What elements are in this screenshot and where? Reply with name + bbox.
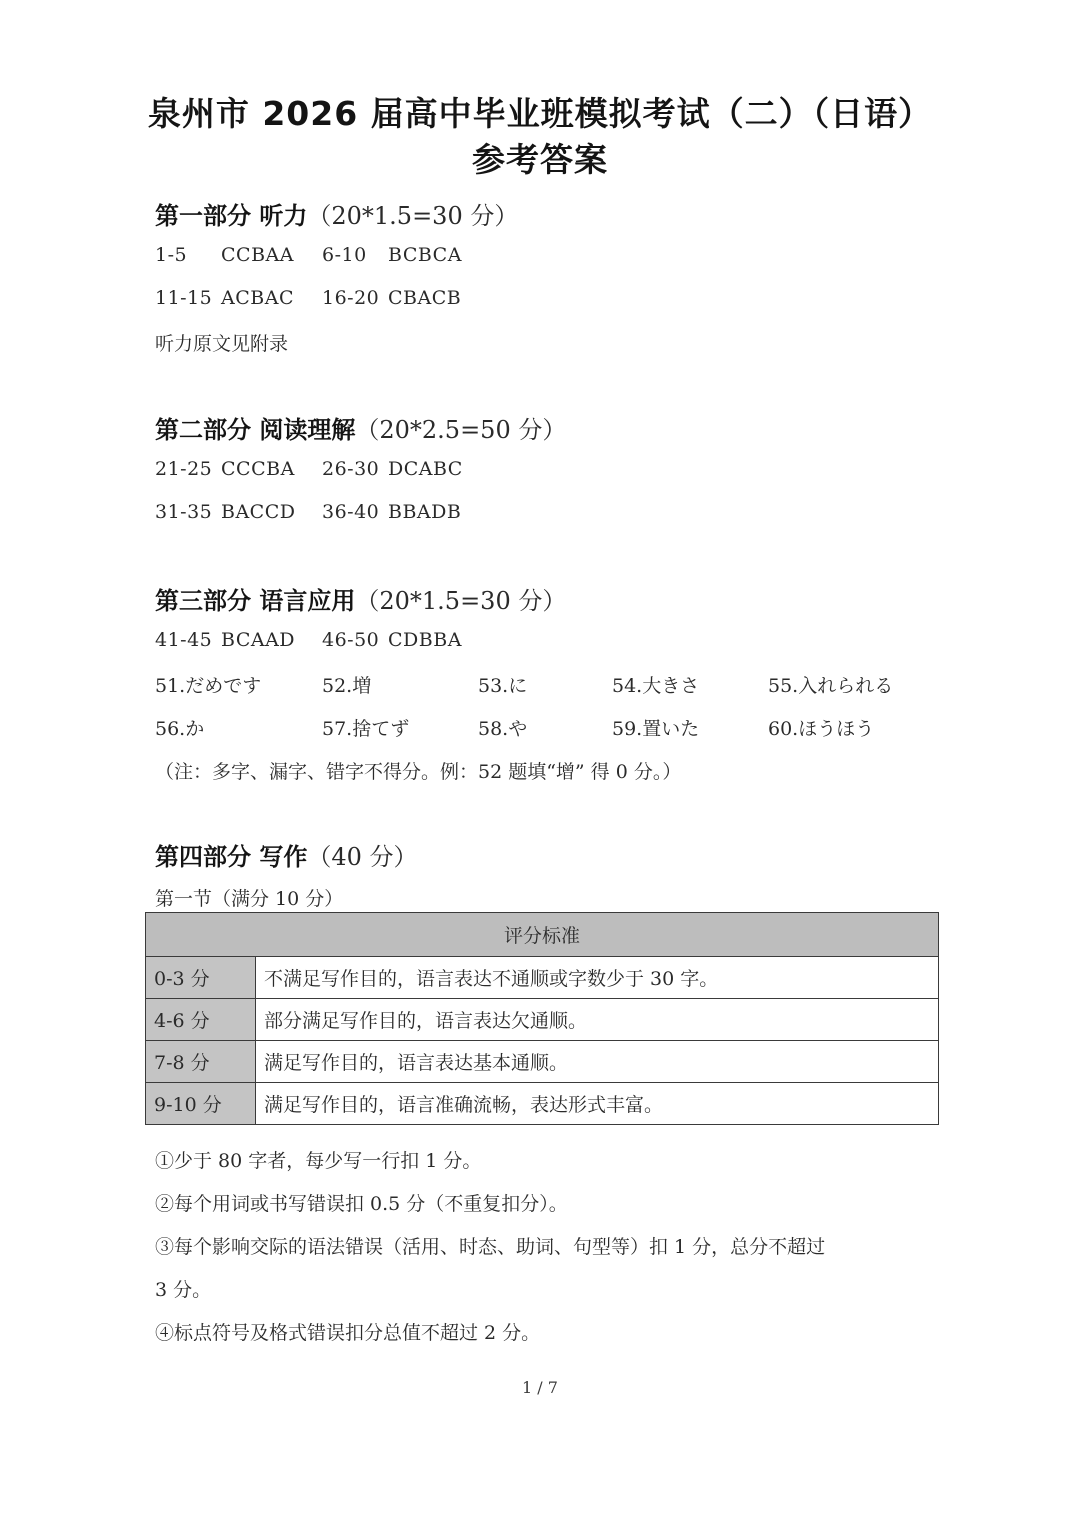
part2-answers: CCCBA — [221, 458, 295, 480]
part1-name: 第一部分 听力 — [155, 202, 308, 230]
fill-answer: 59.置いた — [612, 718, 700, 740]
part2-range: 36-40 — [322, 501, 380, 523]
part3-answers: BCAAD — [221, 629, 296, 651]
fill-answer: 58.や — [478, 718, 528, 740]
score-range: 4-6 分 — [146, 999, 256, 1041]
score-description: 不满足写作目的，语言表达不通顺或字数少于 30 字。 — [256, 957, 939, 999]
part2-score: （20*2.5=50 分） — [355, 416, 567, 444]
fill-answer: 56.か — [155, 718, 205, 740]
part4-score: （40 分） — [307, 843, 418, 871]
part1-score: （20*1.5=30 分） — [307, 202, 519, 230]
part1-answers: CBACB — [388, 287, 462, 309]
table-row — [146, 999, 939, 1041]
part1-heading — [155, 196, 518, 231]
table-row — [146, 957, 939, 999]
part2-range: 21-25 — [155, 458, 213, 480]
part1-answers: BCBCA — [388, 244, 462, 266]
part2-range: 26-30 — [322, 458, 380, 480]
score-description: 满足写作目的，语言准确流畅，表达形式丰富。 — [256, 1083, 939, 1125]
part1-range: 11-15 — [155, 287, 213, 309]
part1-range: 6-10 — [322, 244, 367, 266]
fill-answer: 55.入れられる — [768, 675, 894, 697]
deduction-rule: ②每个用词或书写错误扣 0.5 分（不重复扣分）。 — [155, 1193, 568, 1215]
part4-heading — [155, 837, 418, 872]
score-range: 9-10 分 — [146, 1083, 256, 1125]
part1-answers: CCBAA — [221, 244, 294, 266]
document-subtitle: 参考答案 — [472, 140, 608, 179]
deduction-rule: 3 分。 — [155, 1279, 212, 1301]
part2-answers: DCABC — [388, 458, 463, 480]
section1-heading: 第一节（满分 10 分） — [155, 888, 344, 910]
part3-name: 第三部分 语言应用 — [155, 587, 356, 615]
part2-range: 31-35 — [155, 501, 213, 523]
part2-answers: BACCD — [221, 501, 296, 523]
fill-answer: 51.だめです — [155, 675, 262, 697]
table-header: 评分标准 — [146, 913, 939, 957]
page-number: 1 / 7 — [522, 1378, 558, 1397]
deduction-rule: ①少于 80 字者，每少写一行扣 1 分。 — [155, 1150, 482, 1172]
part2-name: 第二部分 阅读理解 — [155, 416, 356, 444]
part2-answers: BBADB — [388, 501, 462, 523]
table-header-row — [146, 913, 939, 957]
part1-note: 听力原文见附录 — [155, 333, 289, 355]
fill-answer: 54.大きさ — [612, 675, 700, 697]
part1-range: 1-5 — [155, 244, 188, 266]
part1-range: 16-20 — [322, 287, 380, 309]
part1-answers: ACBAC — [221, 287, 294, 309]
deduction-rule: ④标点符号及格式错误扣分总值不超过 2 分。 — [155, 1322, 541, 1344]
table-row — [146, 1041, 939, 1083]
fill-answer: 52.増 — [322, 675, 372, 697]
scoring-table — [145, 912, 939, 1125]
fill-answer: 57.捨てず — [322, 718, 410, 740]
score-description: 满足写作目的，语言表达基本通顺。 — [256, 1041, 939, 1083]
fill-answer: 53.に — [478, 675, 528, 697]
part4-name: 第四部分 写作 — [155, 843, 308, 871]
score-range: 7-8 分 — [146, 1041, 256, 1083]
part3-heading — [155, 581, 566, 616]
deduction-rule: ③每个影响交际的语法错误（活用、时态、助词、句型等）扣 1 分，总分不超过 — [155, 1236, 826, 1258]
document-title: 泉州市 2026 届高中毕业班模拟考试（二）（日语） — [147, 94, 933, 133]
part3-range: 46-50 — [322, 629, 380, 651]
part3-answers: CDBBA — [388, 629, 462, 651]
part2-heading — [155, 410, 566, 445]
score-range: 0-3 分 — [146, 957, 256, 999]
part3-score: （20*1.5=30 分） — [355, 587, 567, 615]
score-description: 部分满足写作目的，语言表达欠通顺。 — [256, 999, 939, 1041]
table-row — [146, 1083, 939, 1125]
part3-range: 41-45 — [155, 629, 213, 651]
part3-note: （注：多字、漏字、错字不得分。例：52 题填“增” 得 0 分。） — [155, 761, 682, 783]
fill-answer: 60.ほうほう — [768, 718, 875, 740]
